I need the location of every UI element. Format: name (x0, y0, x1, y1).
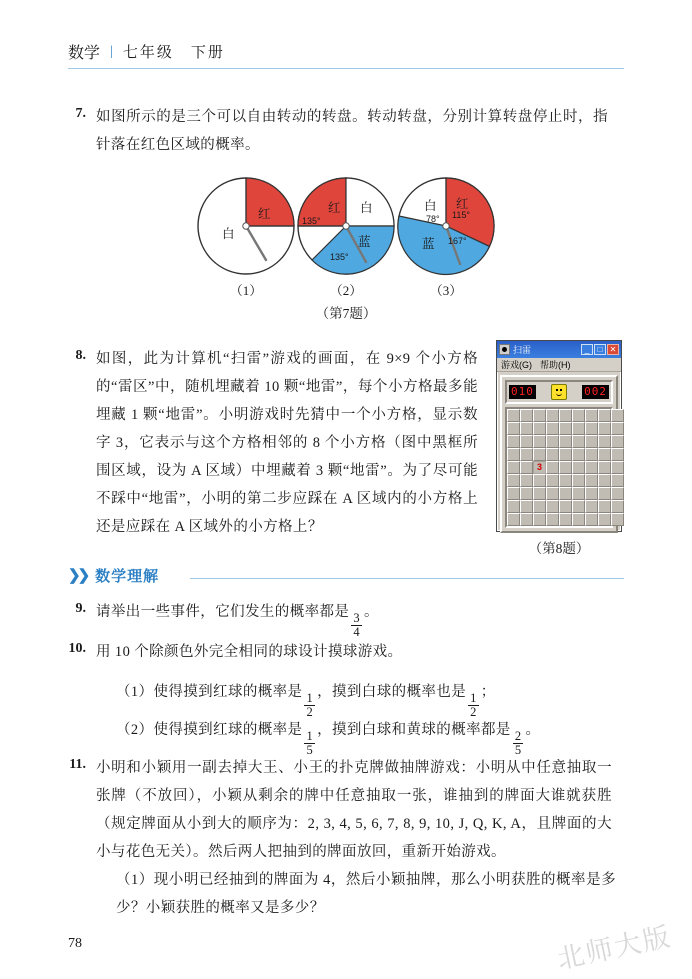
grid-cell[interactable] (533, 409, 546, 422)
grid-cell[interactable] (546, 409, 559, 422)
grid-cell[interactable] (559, 461, 572, 474)
grid-cell[interactable] (585, 461, 598, 474)
question-10-sub-1 (116, 678, 616, 719)
grid-cell[interactable] (611, 487, 624, 500)
question-7-number: 7. (75, 106, 86, 121)
grid-cell[interactable] (598, 474, 611, 487)
question-10-number: 10. (68, 641, 86, 656)
spinner-3-label-red: 红 (456, 197, 469, 211)
grid-cell[interactable] (533, 513, 546, 526)
grid-cell[interactable] (546, 448, 559, 461)
question-11-number: 11. (69, 757, 86, 772)
question-7-text: 如图所示的是三个可以自由转动的转盘。转动转盘，分别计算转盘停止时，指针落在红色区域的概率。 (96, 109, 608, 153)
question-10-sub-1-t1: 使得摸到红球的概率是 (153, 684, 303, 700)
question-7-figure-caption: （第7题） (315, 306, 377, 321)
minesweeper-statusbar (505, 380, 613, 404)
question-8-number: 8. (75, 348, 86, 363)
grid-cell[interactable] (611, 513, 624, 526)
header-separator: | (110, 43, 113, 59)
spinner-2 (296, 176, 396, 298)
spinner-3-pie (396, 176, 496, 276)
question-11-text: 小明和小颖用一副去掉大王、小王的扑克牌做抽牌游戏：小明从中任意抽取一张牌（不放回），小颖从剩余的牌中任意抽取一张，谁抽到的牌面大谁就获胜（规定牌面从小到大的顺序为：2, 3, 4, 5, 6, 7, 8, 9, 10, J, Q, K, A，且牌面的大小与花色无关）。然后两人把抽到的牌面放回，重新开始游戏。 (96, 760, 612, 860)
timer-display: 002 (584, 385, 607, 398)
question-10-sub-2-t3: 。 (525, 722, 541, 738)
question-9-text (96, 598, 608, 639)
grid-cell[interactable] (598, 500, 611, 513)
spinner-1-pie (196, 176, 296, 276)
minesweeper-grid[interactable] (505, 407, 613, 528)
grid-cell[interactable] (585, 487, 598, 500)
grid-cell[interactable] (520, 435, 533, 448)
minesweeper-titlebar (497, 341, 621, 358)
grid-cell[interactable] (507, 422, 520, 435)
question-9-text-after: 。 (363, 604, 379, 620)
chevron-right-icon: ❯❯ (68, 568, 88, 584)
header-divider (68, 68, 624, 69)
grid-cell[interactable] (520, 474, 533, 487)
grid-cell[interactable] (533, 487, 546, 500)
minesweeper-body (500, 375, 618, 533)
grid-cell[interactable] (559, 513, 572, 526)
window-controls (581, 344, 619, 355)
grid-cell[interactable] (520, 487, 533, 500)
grid-cell[interactable] (507, 409, 520, 422)
fraction-three-quarters (351, 612, 362, 639)
minesweeper-menubar (497, 358, 621, 372)
spinner-3-degree-1: 78° (426, 214, 440, 224)
grid-cell[interactable] (572, 409, 585, 422)
grid-cell[interactable] (572, 435, 585, 448)
grid-cell[interactable] (533, 448, 546, 461)
grid-cell[interactable] (598, 461, 611, 474)
fraction-denominator: 4 (353, 624, 360, 639)
spinner-1-caption: （1） (229, 283, 263, 298)
grid-cell[interactable] (520, 448, 533, 461)
question-10-sub-2-label: （2） (116, 722, 154, 738)
grid-cell[interactable] (572, 500, 585, 513)
question-11-sub-1 (116, 866, 616, 922)
fraction-numerator: 3 (353, 610, 360, 625)
grid-cell[interactable] (546, 487, 559, 500)
grid-cell-revealed[interactable]: 3 (533, 461, 546, 474)
grid-cell[interactable] (559, 500, 572, 513)
section-heading (68, 565, 624, 586)
question-10-sub-1-t3: ； (480, 684, 496, 700)
grid-cell[interactable] (611, 474, 624, 487)
spinner-2-label-blue: 蓝 (358, 235, 371, 249)
grid-cell[interactable] (533, 422, 546, 435)
grid-cell[interactable] (572, 461, 585, 474)
spinner-3-degree-2: 115° (452, 210, 470, 220)
grid-cell[interactable] (507, 461, 520, 474)
grid-cell[interactable] (507, 500, 520, 513)
minesweeper-icon (499, 344, 510, 355)
grid-cell[interactable] (611, 500, 624, 513)
spinner-2-pie (296, 176, 396, 276)
grid-cell[interactable] (507, 487, 520, 500)
grid-cell[interactable] (585, 448, 598, 461)
fraction-numerator: 1 (470, 690, 477, 705)
spinner-1 (196, 176, 296, 298)
grid-cell[interactable] (598, 448, 611, 461)
grid-cell[interactable] (559, 474, 572, 487)
spinner-2-caption: （2） (329, 283, 363, 298)
grid-cell[interactable] (533, 435, 546, 448)
grid-cell[interactable] (598, 513, 611, 526)
fraction-two-fifths (513, 730, 524, 757)
grid-cell[interactable] (585, 474, 598, 487)
spinner-3-label-blue: 蓝 (422, 237, 435, 251)
spinner-3-label-white: 白 (424, 199, 437, 213)
fraction-denominator: 2 (306, 704, 314, 719)
grid-cell[interactable] (507, 448, 520, 461)
menu-help[interactable]: 帮助(H) (540, 360, 571, 370)
grid-cell[interactable] (572, 474, 585, 487)
spinner-3-caption: （3） (429, 283, 463, 298)
grid-cell[interactable] (598, 409, 611, 422)
grid-cell[interactable] (520, 500, 533, 513)
grid-cell[interactable] (546, 474, 559, 487)
fraction-numerator: 2 (514, 728, 522, 743)
question-9-number: 9. (75, 601, 86, 616)
maximize-icon[interactable]: □ (594, 344, 606, 355)
grid-cell[interactable] (611, 448, 624, 461)
grid-cell[interactable] (598, 487, 611, 500)
spinner-2-label-red: 红 (328, 201, 341, 215)
grid-cell[interactable] (533, 500, 546, 513)
grid-cell[interactable] (559, 409, 572, 422)
fraction-numerator: 1 (306, 690, 314, 705)
grid-cell[interactable] (546, 513, 559, 526)
grid-cell[interactable] (585, 500, 598, 513)
section-title: 数学理解 (95, 569, 160, 585)
header-grade: 七年级 下册 (122, 45, 225, 61)
close-icon[interactable]: ✕ (607, 344, 619, 355)
page-header (68, 40, 628, 69)
question-10-sub-1-t2: ，摸到白球的概率也是 (317, 684, 467, 700)
grid-cell[interactable] (559, 487, 572, 500)
menu-game[interactable]: 游戏(G) (501, 360, 532, 370)
question-11-sub-1-text: 现小明已经抽到的牌面为 4，然后小颖抽牌，那么小明获胜的概率是多少？小颖获胜的概率又是多少？ (116, 872, 616, 916)
grid-cell[interactable] (585, 422, 598, 435)
fraction-denominator: 5 (514, 742, 522, 757)
header-subject: 数学 (68, 45, 101, 62)
question-10-sub-2 (116, 716, 616, 757)
minesweeper-title: 扫雷 (513, 345, 532, 355)
grid-cell[interactable] (572, 513, 585, 526)
question-11-sub-1-label: （1） (116, 872, 154, 888)
grid-cell[interactable] (546, 500, 559, 513)
minimize-icon[interactable]: _ (581, 344, 593, 355)
spinner-3-degree-3: 167° (448, 236, 467, 246)
spinner-1-label-white: 白 (222, 227, 235, 241)
grid-cell[interactable] (598, 435, 611, 448)
grid-cell[interactable] (585, 513, 598, 526)
watermark: 北师大版 (554, 921, 675, 975)
grid-cell[interactable] (585, 435, 598, 448)
grid-cell[interactable] (611, 435, 624, 448)
grid-cell[interactable] (559, 422, 572, 435)
grid-cell[interactable] (520, 409, 533, 422)
section-divider (190, 578, 624, 579)
fraction-numerator: 1 (306, 728, 314, 743)
question-10-sub-1-label: （1） (116, 684, 154, 700)
question-8-text: 如图，此为计算机“扫雷”游戏的画面，在 9×9 个小方格的“雷区”中，随机埋藏着 10 颗“地雷”，每个小方格最多能埋藏 1 颗“地雷”。小明游戏时先猜中一个小方格，显示数字 3，它表示与这个方格相邻的 8 个小方格（图中黑框所围区域，设为 A 区域）中埋藏着 3 颗“地雷”。为了尽可能不踩中“地雷”，小明的第二步应踩在 A 区域内的小方格上还是应踩在 A 区域外的小方格上？ (96, 351, 478, 535)
question-10-text: 用 10 个除颜色外完全相同的球设计摸球游戏。 (96, 644, 403, 660)
fraction-denominator: 2 (470, 704, 477, 719)
mine-counter: 010 (511, 385, 534, 398)
grid-cell[interactable] (507, 513, 520, 526)
grid-cell[interactable] (507, 435, 520, 448)
spinner-1-label-red: 红 (258, 207, 271, 221)
smiley-face-icon[interactable] (551, 384, 567, 400)
grid-cell[interactable] (546, 422, 559, 435)
fraction-one-fifth (304, 730, 315, 757)
grid-cell[interactable] (611, 461, 624, 474)
spinner-2-label-white: 白 (360, 201, 373, 215)
grid-cell[interactable] (585, 409, 598, 422)
grid-cell[interactable] (559, 448, 572, 461)
spinner-2-degree-1: 135° (302, 216, 321, 226)
grid-cell[interactable] (572, 448, 585, 461)
grid-cell[interactable] (507, 474, 520, 487)
grid-cell[interactable] (611, 422, 624, 435)
grid-cell[interactable] (559, 435, 572, 448)
minesweeper-window (496, 340, 622, 532)
page-number: 78 (68, 936, 82, 951)
grid-cell[interactable] (533, 474, 546, 487)
fraction-one-half-a (304, 692, 315, 719)
spinner-2-degree-2: 135° (330, 252, 349, 262)
grid-cell[interactable] (520, 422, 533, 435)
grid-cell[interactable] (572, 422, 585, 435)
question-10-sub-2-t1: 使得摸到红球的概率是 (153, 722, 303, 738)
spinner-3 (396, 176, 496, 298)
grid-cell[interactable] (520, 513, 533, 526)
question-9-text-before: 请举出一些事件，它们发生的概率都是 (96, 604, 350, 620)
grid-cell[interactable] (520, 461, 533, 474)
grid-cell[interactable] (546, 461, 559, 474)
question-10-sub-2-t2: ，摸到白球和黄球的概率都是 (317, 722, 511, 738)
question-8-figure-caption: （第8题） (528, 541, 590, 556)
fraction-denominator: 5 (306, 742, 314, 757)
fraction-one-half-b (468, 692, 479, 719)
grid-cell[interactable] (572, 487, 585, 500)
grid-cell[interactable] (546, 435, 559, 448)
grid-cell[interactable] (598, 422, 611, 435)
grid-cell[interactable] (611, 409, 624, 422)
